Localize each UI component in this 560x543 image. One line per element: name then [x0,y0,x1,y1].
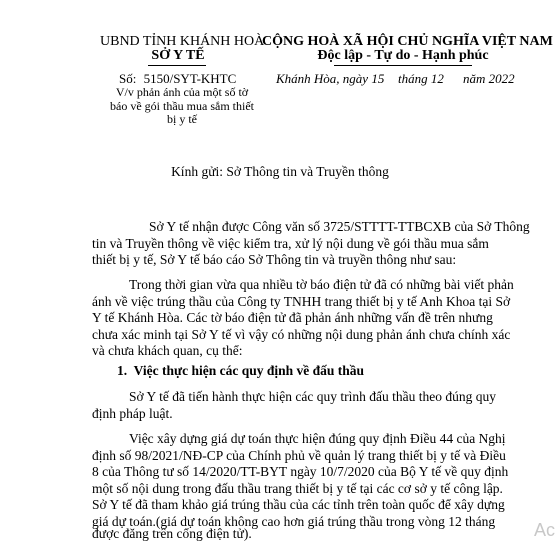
body-line: tin và Truyền thông về việc kiểm tra, xử lý nội dung về gói thầu mua sắm [92,235,489,251]
issuing-authority: UBND TỈNH KHÁNH HOÀ [100,34,265,49]
subject-line-3: bị y tế [167,112,197,126]
body-line: và chưa khách quan, cụ thể: [92,343,243,359]
body-line: được đăng trên cổng điện tử). [92,526,252,541]
body-line: Trong thời gian vừa qua nhiều tờ báo điện tử đã có những bài viết phản [129,277,514,292]
recipient-line: Kính gửi: Sở Thông tin và Truyền thông [171,164,389,179]
document-date-place: Khánh Hòa, ngày 15 [276,71,385,86]
body-line: định pháp luật. [92,405,173,421]
body-line: thiết bị y tế, Sở Y tế báo cáo Sở Thông tin và truyền thông như sau: [92,252,457,268]
subject-line-2: báo về gói thầu mua sắm thiết [110,98,254,113]
body-line: Sở Y tế nhận được Công văn số 3725/STTTT-TTBCXB của Sở Thông [149,219,530,234]
department-underline [148,65,206,66]
document-number-value: 5150/SYT-KHTC [143,71,237,86]
body-line: Việc xây dựng giá dự toán thực hiện đúng quy định Điều 44 của Nghị [129,431,506,446]
subject-line-1: V/v phản ánh của một số tờ [115,85,249,99]
document-date-year: năm 2022 [463,71,515,86]
body-line: chưa xác minh tại Sở Y tế vì vậy có những nội dung phản ánh chưa chính xác [92,326,511,342]
country-name: CỘNG HOÀ XÃ HỘI CHỦ NGHĨA VIỆT NAM [262,34,553,49]
body-line: Y tế Khánh Hòa. Các tờ báo điện tử đã phản ánh những vấn đề trên nhưng [92,310,493,326]
motto-underline [334,65,472,66]
body-line: một số nội dung trong đấu thầu trang thiết bị y tế tại các cơ sở y tế công lập. [92,480,503,496]
body-line: định số 98/2021/NĐ-CP của Chính phủ về quản lý trang thiết bị y tế và Điều [92,447,506,463]
national-motto: Độc lập - Tự do - Hạnh phúc [317,48,489,63]
section-heading: 1. Việc thực hiện các quy định về đấu thầu [117,363,365,378]
body-line: Sở Y tế đã tham khảo giá trúng thầu của các tỉnh trên toàn quốc để xây dựng [92,497,505,513]
body-line: giá dự toán.(giá dự toán không cao hơn giá trúng thầu trong vòng 12 tháng [92,514,496,529]
document-number-prefix: Số: [119,71,137,86]
body-line: ánh về việc trúng thầu của Công ty TNHH trang thiết bị y tế Anh Khoa tại Sở [92,293,511,309]
body-line: 8 của Thông tư số 14/2020/TT-BYT ngày 10/7/2020 của Bộ Y tế về quy định [92,464,509,480]
body-line: Sở Y tế đã tiến hành thực hiện các quy trình đấu thầu theo đúng quy [129,389,496,404]
activation-watermark: Ac [534,520,556,540]
document-date-month: tháng 12 [398,71,444,86]
issuing-department: SỞ Y TẾ [151,48,205,63]
